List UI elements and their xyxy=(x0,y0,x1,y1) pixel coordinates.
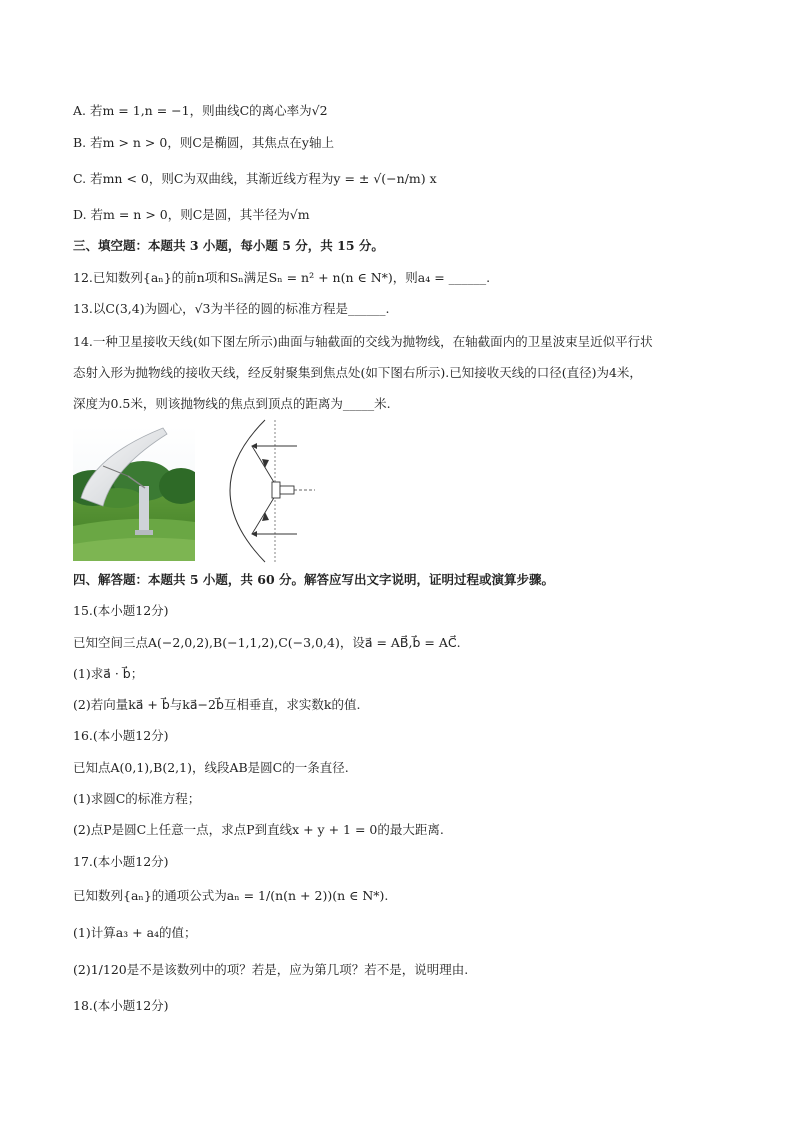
question-16-part-2: (2)点P是圆C上任意一点，求点P到直线x + y + 1 = 0的最大距离. xyxy=(73,822,444,837)
section-heading-fill-in: 三、填空题：本题共 3 小题，每小题 5 分，共 15 分。 xyxy=(73,238,384,253)
parabola-curve xyxy=(230,420,265,562)
question-12: 12.已知数列{aₙ}的前n项和Sₙ满足Sₙ = n² + n(n ∈ N*)，则a₄ = ______. xyxy=(73,270,491,285)
question-15-part-1: (1)求a⃗ · b⃗； xyxy=(73,666,144,681)
question-15-head: 15.(本小题12分) xyxy=(73,603,169,618)
feed-body-icon xyxy=(280,486,294,494)
satellite-dish-photo xyxy=(73,426,195,561)
question-13: 13.以C(3,4)为圆心，√3为半径的圆的标准方程是______. xyxy=(73,301,390,316)
question-17-head: 17.(本小题12分) xyxy=(73,854,169,869)
reflected-ray-top xyxy=(252,446,275,484)
section-heading-answers: 四、解答题：本题共 5 小题，共 60 分。解答应写出文字说明，证明过程或演算步骤。 xyxy=(73,572,555,587)
question-16-stem: 已知点A(0,1),B(2,1)，线段AB是圆C的一条直径. xyxy=(73,760,349,775)
question-15-part-2: (2)若向量ka⃗ + b⃗与ka⃗−2b⃗互相垂直，求实数k的值. xyxy=(73,697,361,712)
feed-horn-icon xyxy=(272,482,280,498)
option-c: C. 若mn < 0，则C为双曲线，其渐近线方程为y = ± √(−n/m) x xyxy=(73,171,437,186)
option-b: B. 若m > n > 0，则C是椭圆，其焦点在y轴上 xyxy=(73,135,334,150)
question-14-line-1: 14.一种卫星接收天线(如下图左所示)曲面与轴截面的交线为抛物线，在轴截面内的卫星波束呈近似平行状 xyxy=(73,334,653,349)
question-14-line-3: 深度为0.5米，则该抛物线的焦点到顶点的距离为_____米. xyxy=(73,396,391,411)
parabola-reflection-diagram xyxy=(215,418,320,566)
reflected-ray-bottom xyxy=(252,496,275,534)
question-17-part-1: (1)计算a₃ + a₄的值； xyxy=(73,925,197,940)
question-16-head: 16.(本小题12分) xyxy=(73,728,169,743)
question-17-part-2: (2)1/120是不是该数列中的项？若是，应为第几项？若不是，说明理由. xyxy=(73,962,469,977)
question-15-stem: 已知空间三点A(−2,0,2),B(−1,1,2),C(−3,0,4)，设a⃗ = AB⃗,b⃗ = AC⃗. xyxy=(73,635,461,650)
question-17-stem: 已知数列{aₙ}的通项公式为aₙ = 1/(n(n + 2))(n ∈ N*). xyxy=(73,888,389,903)
arrow-icon xyxy=(251,531,257,537)
option-d: D. 若m = n > 0，则C是圆，其半径为√m xyxy=(73,207,310,222)
question-18-head: 18.(本小题12分) xyxy=(73,998,169,1013)
option-a: A. 若m = 1,n = −1，则曲线C的离心率为√2 xyxy=(73,103,328,118)
arrow-icon xyxy=(251,443,257,449)
question-16-part-1: (1)求圆C的标准方程； xyxy=(73,791,201,806)
question-14-line-2: 态射入形为抛物线的接收天线，经反射聚集到焦点处(如下图右所示).已知接收天线的口径(直径)为4米， xyxy=(73,365,642,380)
